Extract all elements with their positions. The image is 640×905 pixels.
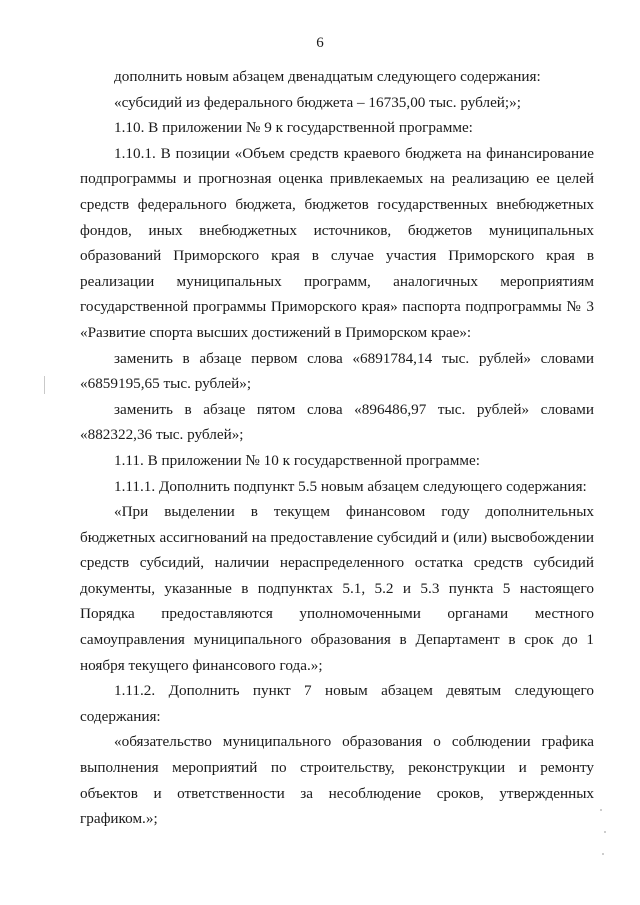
scan-artifacts [590,805,610,865]
paragraph-8: 1.11.1. Дополнить подпункт 5.5 новым абзацем следующего содержания: [114,477,587,495]
paragraph-4: 1.10.1. В позиции «Объем средств краевого бюджета на финансирование подпрограммы и прогнозная оценка привлекаемых на реализацию ее целей средств федерального бюджета, бюджетов государственных внебюджетных фондов, иных внебюджетных источников, бюджетов муниципальных образований Приморского края в случае участия Приморского края в реализации муниципальных программ, аналогичных мероприятиям государственной программы Приморского края» паспорта подпрограммы № 3 «Развитие спорта высших достижений в Приморском крае»: [80,144,594,341]
paragraph-3: 1.10. В приложении № 9 к государственной программе: [114,119,473,137]
paragraph-9: «При выделении в текущем финансовом году дополнительных бюджетных ассигнований на предоставление субсидий и (или) высвобождении средств субсидий, наличии нераспределенного остатка средств субсидий документы, указанные в подпунктах 5.1, 5.2 и 5.3 пункта 5 настоящего Порядка предоставляются уполномоченными органами местного самоуправления муниципального образования в Департамент в срок до 1 ноября текущего финансового года.»; [80,503,594,674]
paragraph-10: 1.11.2. Дополнить пункт 7 новым абзацем девятым следующего содержания: [80,682,594,725]
document-body [80,64,594,832]
paragraph-5: заменить в абзаце первом слова «6891784,14 тыс. рублей» словами «6859195,65 тыс. рублей»; [80,349,594,393]
paragraph-2: «субсидий из федерального бюджета – 16735,00 тыс. рублей;»; [114,93,521,111]
page-number: 6 [316,35,324,51]
scan-margin-mark [44,376,45,394]
paragraph-1: дополнить новым абзацем двенадцатым следующего содержания: [114,68,541,85]
paragraph-11: «обязательство муниципального образования о соблюдении графика выполнения мероприятий по строительству, реконструкции и ремонту объектов и ответственности за несоблюдение сроков, утвержденных графиком.»; [80,733,594,828]
paragraph-7: 1.11. В приложении № 10 к государственной программе: [114,451,480,469]
paragraph-6: заменить в абзаце пятом слова «896486,97 тыс. рублей» словами «882322,36 тыс. рублей»; [80,400,594,444]
